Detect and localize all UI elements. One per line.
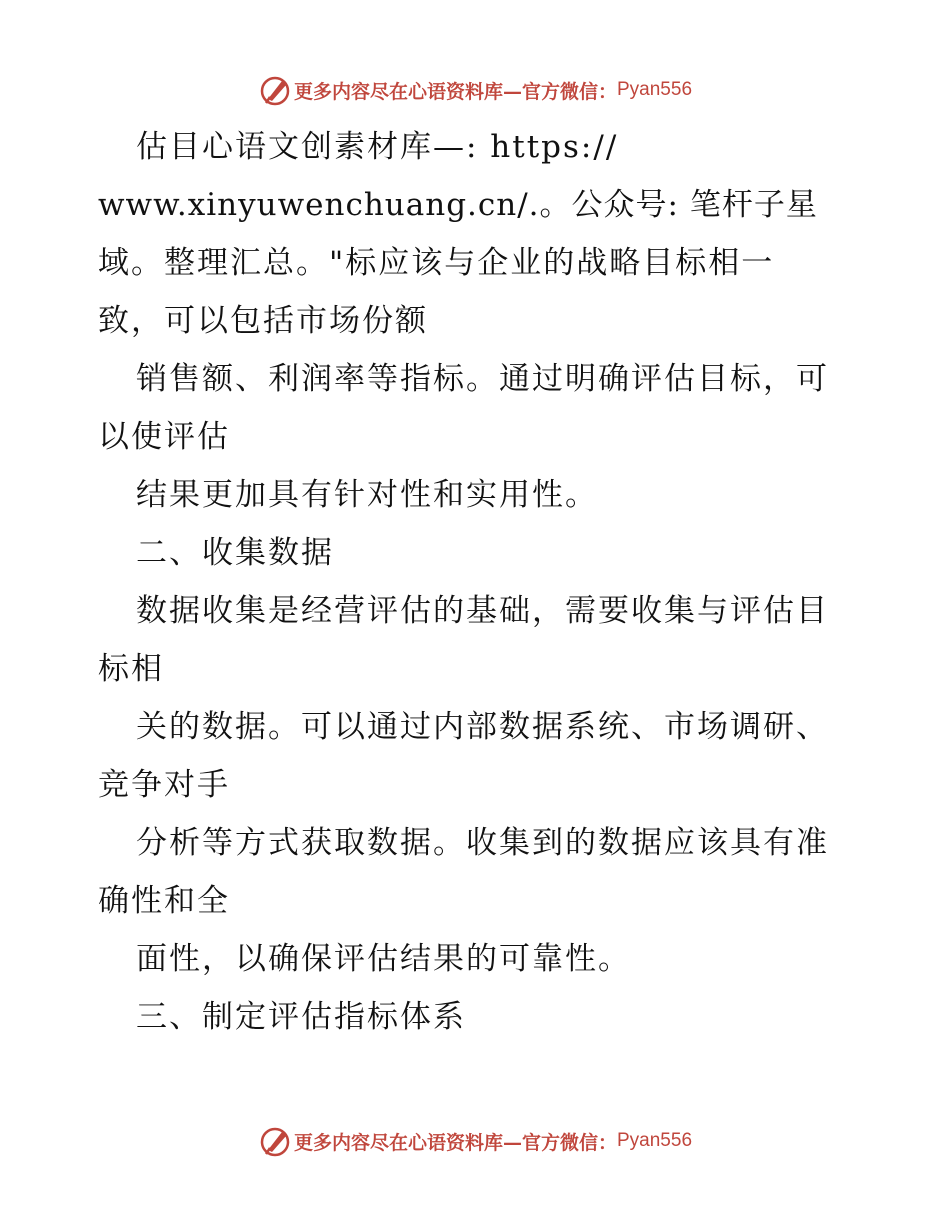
banner-wechat-id: Pyan556	[617, 79, 693, 100]
text-line: 确性和全	[98, 883, 230, 919]
section-heading: 二、收集数据	[136, 535, 334, 571]
text-line: 数据收集是经营评估的基础，需要收集与评估目	[136, 593, 829, 629]
text-line: www.xinyuwenchuang.cn/.。公众号: 笔杆子星	[98, 187, 818, 223]
text-line: 以使评估	[98, 419, 230, 455]
text-line: 销售额、利润率等指标。通过明确评估目标，可	[136, 361, 829, 397]
pen-nib-logo-icon	[258, 1124, 292, 1158]
text-line: 分析等方式获取数据。收集到的数据应该具有准	[136, 825, 829, 861]
text-line: 结果更加具有针对性和实用性。	[136, 477, 598, 513]
text-line: 面性，以确保评估结果的可靠性。	[136, 941, 631, 977]
text-line: 标相	[98, 651, 164, 687]
text-line: 致，可以包括市场份额	[98, 303, 428, 339]
text-line: 关的数据。可以通过内部数据系统、市场调研、	[136, 709, 829, 745]
text-line: 估目心语文创素材库—: https://	[136, 129, 619, 165]
banner-text: 更多内容尽在心语资料库—官方微信：	[293, 1131, 617, 1154]
text-line: 域。整理汇总。"标应该与企业的战略目标相一	[98, 245, 775, 281]
section-heading: 三、制定评估指标体系	[136, 999, 466, 1035]
footer-watermark-banner	[0, 1121, 950, 1161]
banner-text: 更多内容尽在心语资料库—官方微信：	[293, 80, 617, 103]
document-body	[98, 118, 858, 1046]
text-line: 竞争对手	[98, 767, 230, 803]
banner-wechat-id: Pyan556	[617, 1130, 693, 1151]
header-watermark-banner	[0, 70, 950, 110]
pen-nib-logo-icon	[258, 73, 292, 107]
